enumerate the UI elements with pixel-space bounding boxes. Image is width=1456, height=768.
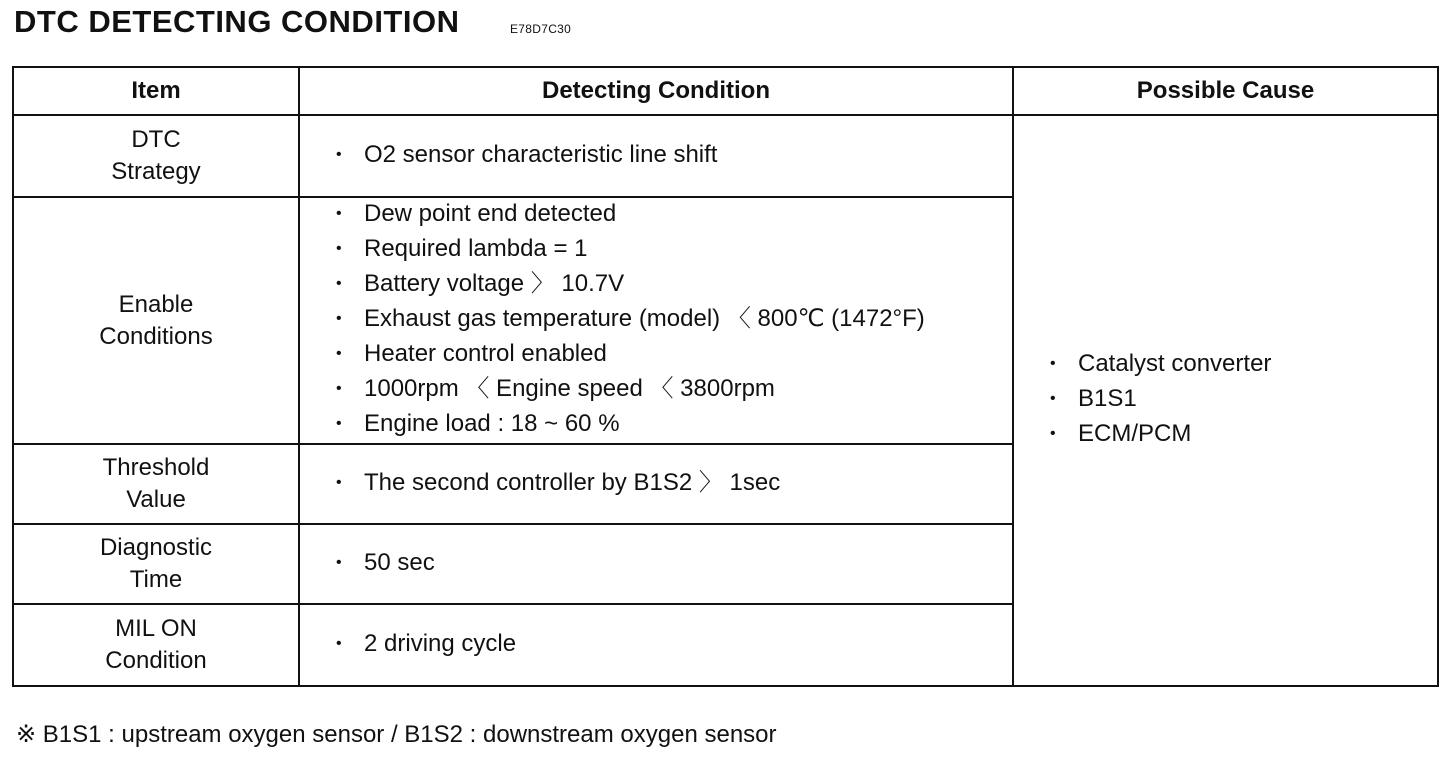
condition-cell-dtc-strategy (299, 115, 1013, 197)
page-title: DTC DETECTING CONDITION (14, 4, 460, 39)
list-item (1050, 418, 1437, 453)
list-item (336, 547, 1012, 582)
item-cell-diagnostic-time (13, 524, 299, 604)
dtc-condition-table (12, 66, 1439, 687)
bullet-icon: • (336, 145, 342, 163)
list-item (336, 628, 1012, 663)
bullet-icon: • (336, 240, 342, 257)
condition-text: 50 sec (364, 548, 435, 576)
list-item (336, 303, 1012, 338)
bullet-icon: • (336, 205, 342, 222)
item-label-line: Strategy (111, 158, 201, 185)
list-item (1050, 383, 1437, 418)
condition-text: O2 sensor characteristic line shift (364, 140, 718, 168)
item-cell-dtc-strategy (13, 115, 299, 197)
document-code: E78D7C30 (510, 22, 572, 36)
possible-cause-cell (1013, 115, 1438, 686)
item-label-line: Threshold (102, 454, 210, 481)
table-row (13, 115, 1438, 197)
item-label-line: Value (126, 486, 186, 513)
condition-text: 2 driving cycle (364, 629, 517, 657)
condition-cell-threshold-value (299, 444, 1013, 524)
item-label-line: Condition (105, 647, 207, 674)
bullet-icon: • (336, 345, 342, 362)
cause-text: Catalyst converter (1078, 350, 1272, 377)
header-item: Item (13, 67, 299, 115)
cause-text: B1S1 (1078, 385, 1137, 412)
header-detecting-condition: Detecting Condition (299, 67, 1013, 115)
item-label-line: Diagnostic (99, 534, 213, 561)
bullet-icon: • (1050, 390, 1056, 407)
cause-text: ECM/PCM (1078, 420, 1192, 447)
item-label-line: Time (129, 566, 183, 593)
bullet-icon: • (336, 310, 342, 327)
condition-text: Battery voltage 〉 10.7V (364, 270, 625, 297)
bullet-icon: • (336, 473, 342, 491)
item-label-line: MIL ON (115, 615, 197, 642)
table-header-row (13, 67, 1438, 115)
item-cell-enable-conditions (13, 197, 299, 444)
list-item (336, 198, 1012, 233)
bullet-icon: • (336, 380, 342, 397)
item-cell-mil-on-condition (13, 604, 299, 686)
item-label-line: Conditions (99, 322, 213, 350)
header-possible-cause: Possible Cause (1013, 67, 1438, 115)
condition-cell-diagnostic-time (299, 524, 1013, 604)
condition-text: 1000rpm 〈 Engine speed 〈 3800rpm (364, 375, 775, 402)
bullet-icon: • (1050, 425, 1056, 442)
condition-text: Engine load : 18 ~ 60 % (364, 410, 620, 437)
bullet-icon: • (336, 275, 342, 292)
list-item (1050, 348, 1437, 383)
condition-text: Heater control enabled (364, 340, 607, 367)
bullet-icon: • (1050, 355, 1056, 372)
condition-cell-mil-on-condition (299, 604, 1013, 686)
list-item (336, 467, 1012, 502)
bullet-icon: • (336, 415, 342, 432)
condition-text: Required lambda = 1 (364, 235, 588, 262)
list-item (336, 408, 1012, 443)
bullet-icon: • (336, 634, 342, 652)
item-cell-threshold-value (13, 444, 299, 524)
item-label-line: DTC (131, 126, 181, 153)
list-item (336, 268, 1012, 303)
condition-text: The second controller by B1S2 〉 1sec (364, 468, 781, 496)
condition-text: Dew point end detected (364, 200, 617, 227)
list-item (336, 139, 1012, 174)
item-label-line: Enable (118, 290, 194, 318)
list-item (336, 233, 1012, 268)
footnote: ※ B1S1 : upstream oxygen sensor / B1S2 : downstream oxygen sensor (16, 721, 777, 748)
condition-cell-enable-conditions (299, 197, 1013, 444)
list-item (336, 338, 1012, 373)
bullet-icon: • (336, 553, 342, 571)
condition-text: Exhaust gas temperature (model) 〈 800℃ (1472°F) (364, 305, 925, 332)
list-item (336, 373, 1012, 408)
